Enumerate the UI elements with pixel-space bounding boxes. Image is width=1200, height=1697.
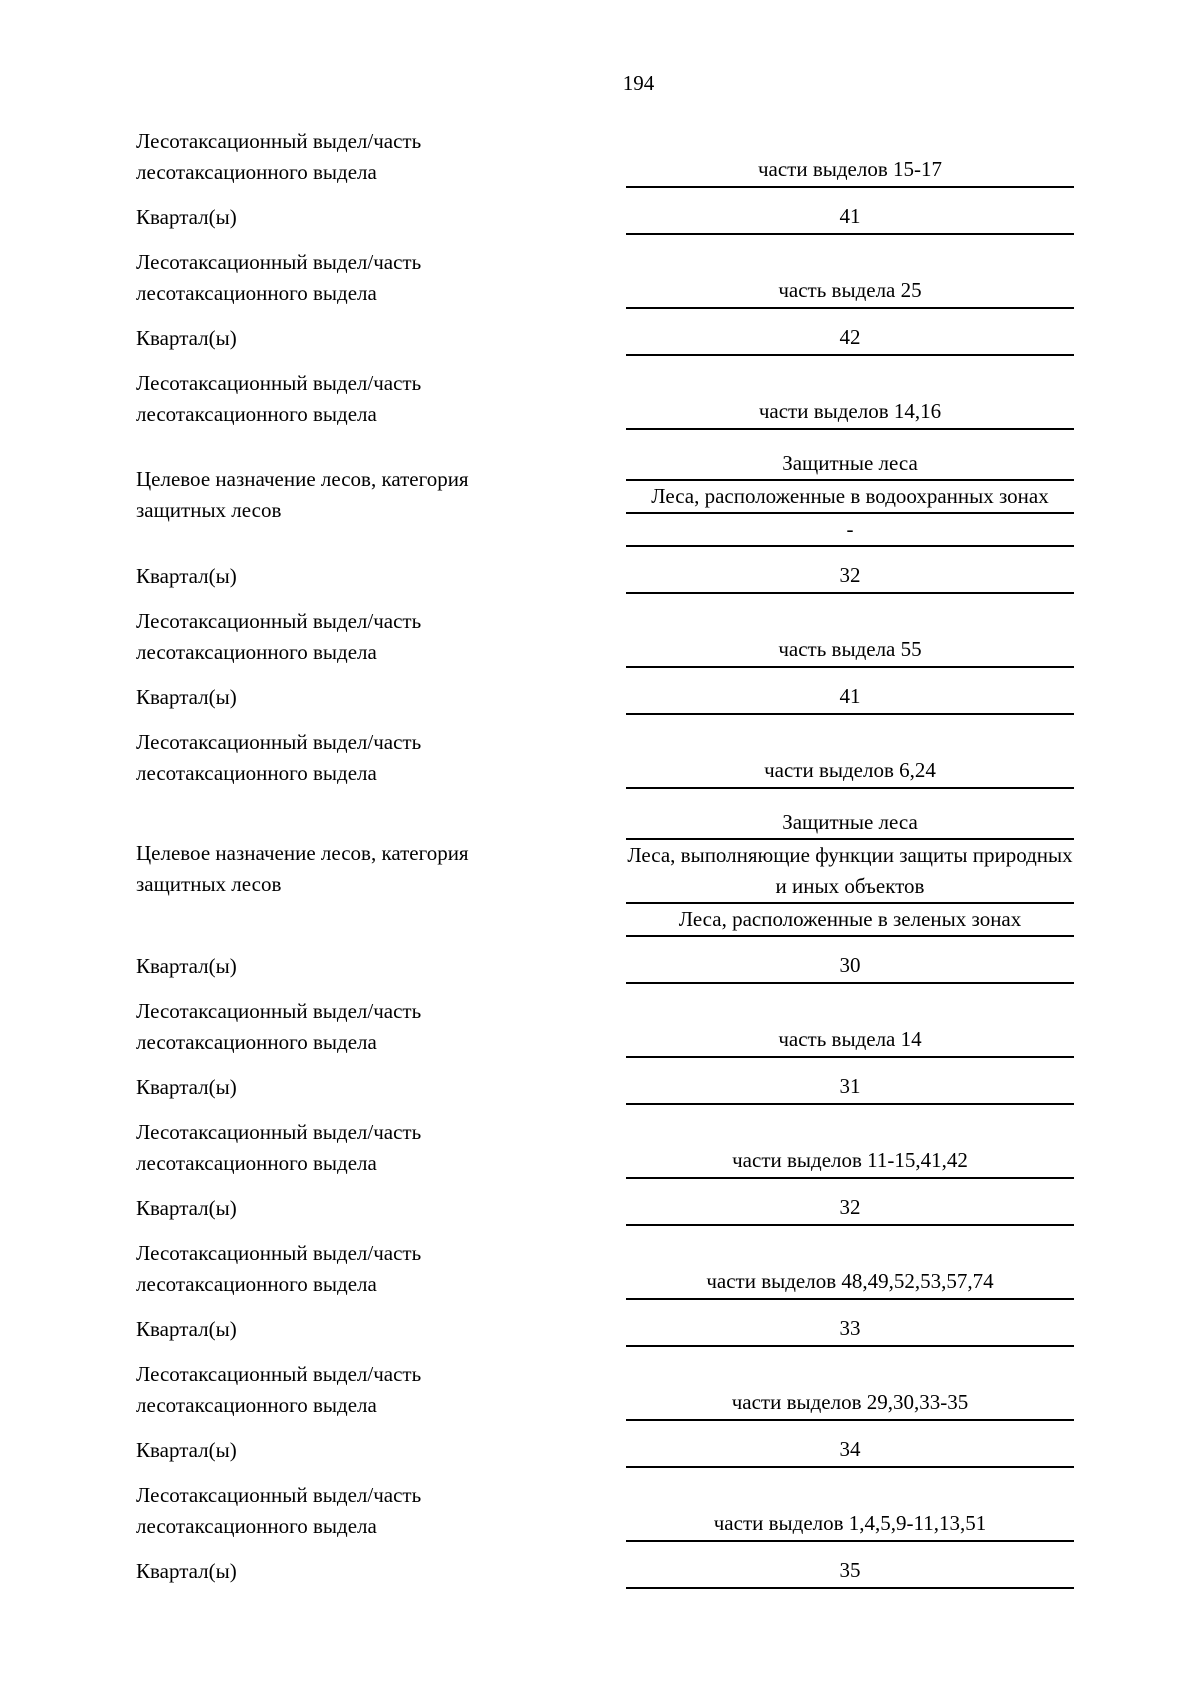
vydel-row (136, 247, 1074, 309)
kvartal-row (136, 559, 1074, 594)
label-line: Лесотаксационный выдел/часть (136, 1362, 422, 1386)
label-line: Лесотаксационный выдел/часть (136, 129, 422, 153)
kvartal-row (136, 1070, 1074, 1105)
kvartal-value (626, 1554, 1074, 1589)
row-label (136, 606, 491, 668)
row-label: Квартал(ы) (136, 564, 237, 588)
row-label: Квартал(ы) (136, 685, 237, 709)
forest-table (136, 126, 1074, 1601)
vydel-value (626, 1238, 1074, 1300)
row-label: Квартал(ы) (136, 1317, 237, 1341)
value-column (626, 1238, 1074, 1300)
value-text: 42 (839, 325, 861, 349)
label-line: лесотаксационного выдела (136, 640, 377, 664)
value-text: часть выдела 14 (778, 1027, 922, 1051)
vydel-row (136, 996, 1074, 1058)
value-text: - (846, 517, 854, 541)
row-label (136, 464, 491, 526)
vydel-row (136, 1238, 1074, 1300)
kvartal-value (626, 680, 1074, 715)
vydel-row (136, 1480, 1074, 1542)
row-label: Квартал(ы) (136, 954, 237, 978)
value-text: части выделов 29,30,33-35 (731, 1390, 969, 1414)
value-text: Леса, расположенные в водоохранных зонах (651, 484, 1049, 508)
value-text: 30 (839, 953, 861, 977)
value-column (626, 606, 1074, 668)
category-value (626, 442, 1074, 481)
vydel-row (136, 368, 1074, 430)
label-line: Лесотаксационный выдел/часть (136, 371, 422, 395)
label-line: лесотаксационного выдела (136, 761, 377, 785)
kvartal-value (626, 559, 1074, 594)
label-line: Лесотаксационный выдел/часть (136, 999, 422, 1023)
value-text: Защитные леса (782, 451, 918, 475)
row-label: Квартал(ы) (136, 1075, 237, 1099)
label-line: лесотаксационного выдела (136, 402, 377, 426)
value-column (626, 1480, 1074, 1542)
label-line: Лесотаксационный выдел/часть (136, 1241, 422, 1265)
row-label (136, 126, 491, 188)
value-text: Леса, расположенные в зеленых зонах (678, 907, 1022, 931)
kvartal-row (136, 1312, 1074, 1347)
value-column (626, 727, 1074, 789)
kvartal-row (136, 1433, 1074, 1468)
label-line: Целевое назначение лесов, категория (136, 466, 469, 491)
value-text: части выделов 6,24 (764, 758, 936, 782)
value-text: 41 (839, 684, 861, 708)
label-line: лесотаксационного выдела (136, 1151, 377, 1175)
value-column (626, 1191, 1074, 1226)
vydel-row (136, 1359, 1074, 1421)
kvartal-value (626, 200, 1074, 235)
row-label: Квартал(ы) (136, 326, 237, 350)
vydel-value (626, 368, 1074, 430)
vydel-value (626, 606, 1074, 668)
kvartal-row (136, 949, 1074, 984)
label-line: защитных лесов (136, 497, 282, 522)
vydel-row (136, 727, 1074, 789)
value-text: части выделов 14,16 (758, 399, 942, 423)
value-text: 33 (839, 1316, 861, 1340)
value-text: Леса, выполняющие функции защиты природных и иных объектов (627, 843, 1073, 898)
value-column (626, 1359, 1074, 1421)
kvartal-value (626, 1312, 1074, 1347)
value-column (626, 680, 1074, 715)
category-row (136, 442, 1074, 547)
label-line: Лесотаксационный выдел/часть (136, 250, 422, 274)
row-label (136, 727, 491, 789)
row-label: Квартал(ы) (136, 1438, 237, 1462)
kvartal-row (136, 321, 1074, 356)
value-column (626, 126, 1074, 188)
kvartal-value (626, 1191, 1074, 1226)
kvartal-value (626, 949, 1074, 984)
value-column (626, 1554, 1074, 1589)
value-column (626, 200, 1074, 235)
value-text: 41 (839, 204, 861, 228)
vydel-row (136, 126, 1074, 188)
row-label: Квартал(ы) (136, 1196, 237, 1220)
row-label (136, 1117, 491, 1179)
value-text: части выделов 11-15,41,42 (732, 1148, 968, 1172)
value-text: части выделов 48,49,52,53,57,74 (706, 1269, 994, 1293)
value-column (626, 1433, 1074, 1468)
kvartal-value (626, 1433, 1074, 1468)
value-text: часть выдела 25 (778, 278, 922, 302)
row-label (136, 1238, 491, 1300)
value-column (626, 247, 1074, 309)
kvartal-row (136, 1554, 1074, 1589)
category-value (626, 801, 1074, 840)
vydel-row (136, 606, 1074, 668)
label-line: Лесотаксационный выдел/часть (136, 1120, 422, 1144)
value-text: части выделов 15-17 (757, 157, 943, 181)
value-column (626, 996, 1074, 1058)
vydel-value (626, 126, 1074, 188)
value-text: 34 (839, 1437, 861, 1461)
label-line: Лесотаксационный выдел/часть (136, 609, 422, 633)
kvartal-value (626, 321, 1074, 356)
value-text: части выделов 1,4,5,9-11,13,51 (713, 1511, 987, 1535)
value-text: Защитные леса (782, 810, 918, 834)
value-column (626, 321, 1074, 356)
value-text: 32 (839, 563, 861, 587)
row-label: Квартал(ы) (136, 1559, 237, 1583)
value-column (626, 1312, 1074, 1347)
vydel-value (626, 996, 1074, 1058)
kvartal-row (136, 680, 1074, 715)
value-text: 31 (839, 1074, 861, 1098)
vydel-value (626, 1359, 1074, 1421)
value-column (626, 559, 1074, 594)
row-label: Квартал(ы) (136, 205, 237, 229)
value-column (626, 368, 1074, 430)
category-row (136, 801, 1074, 937)
row-label (136, 1480, 491, 1542)
value-text: часть выдела 55 (778, 637, 922, 661)
value-text: 35 (839, 1558, 861, 1582)
category-value (626, 514, 1074, 547)
value-column (626, 1117, 1074, 1179)
row-label (136, 368, 491, 430)
label-line: лесотаксационного выдела (136, 281, 377, 305)
page-number: 194 (622, 71, 655, 95)
value-column (626, 442, 1074, 547)
vydel-value (626, 247, 1074, 309)
label-line: Лесотаксационный выдел/часть (136, 730, 422, 754)
vydel-value (626, 1480, 1074, 1542)
kvartal-value (626, 1070, 1074, 1105)
value-text: 32 (839, 1195, 861, 1219)
value-column (626, 801, 1074, 937)
value-column (626, 1070, 1074, 1105)
row-label (136, 1359, 491, 1421)
row-label (136, 838, 491, 900)
category-value (626, 840, 1074, 904)
category-value (626, 481, 1074, 514)
row-label (136, 247, 491, 309)
label-line: Лесотаксационный выдел/часть (136, 1483, 422, 1507)
value-column (626, 949, 1074, 984)
category-value (626, 904, 1074, 937)
label-line: лесотаксационного выдела (136, 1393, 377, 1417)
label-line: Целевое назначение лесов, категория (136, 841, 469, 865)
vydel-value (626, 727, 1074, 789)
label-line: лесотаксационного выдела (136, 1272, 377, 1296)
vydel-value (626, 1117, 1074, 1179)
vydel-row (136, 1117, 1074, 1179)
label-line: лесотаксационного выдела (136, 160, 377, 184)
kvartal-row (136, 200, 1074, 235)
row-label (136, 996, 491, 1058)
label-line: лесотаксационного выдела (136, 1514, 377, 1538)
label-line: лесотаксационного выдела (136, 1030, 377, 1054)
label-line: защитных лесов (136, 872, 282, 896)
kvartal-row (136, 1191, 1074, 1226)
